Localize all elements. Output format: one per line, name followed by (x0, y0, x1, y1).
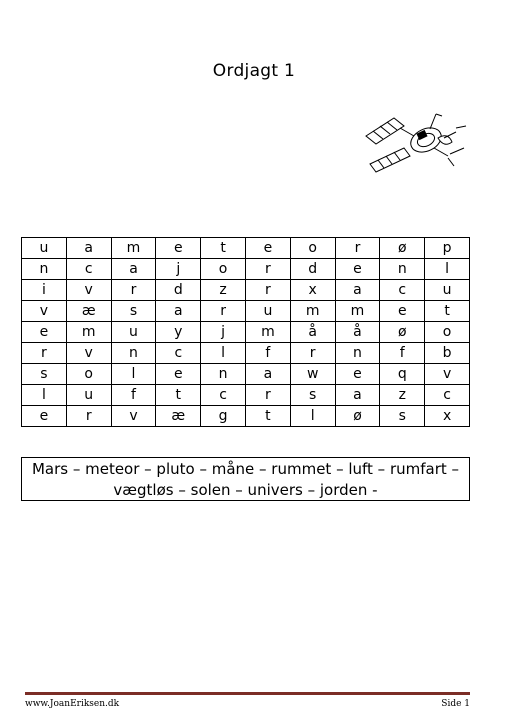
grid-cell: j (201, 322, 246, 343)
grid-cell: s (22, 364, 67, 385)
grid-cell: u (425, 280, 470, 301)
grid-cell: ø (380, 322, 425, 343)
grid-cell: n (335, 343, 380, 364)
grid-cell: r (111, 280, 156, 301)
grid-cell: e (335, 259, 380, 280)
grid-cell: e (156, 238, 201, 259)
grid-cell: r (245, 259, 290, 280)
grid-cell: æ (156, 406, 201, 427)
grid-cell: r (245, 280, 290, 301)
grid-cell: p (425, 238, 470, 259)
grid-cell: c (156, 343, 201, 364)
grid-cell: r (245, 385, 290, 406)
grid-cell: l (201, 343, 246, 364)
grid-cell: e (22, 322, 67, 343)
grid-cell: m (111, 238, 156, 259)
grid-cell: a (335, 385, 380, 406)
grid-cell: z (380, 385, 425, 406)
grid-cell: v (111, 406, 156, 427)
grid-cell: å (335, 322, 380, 343)
grid-cell: v (66, 280, 111, 301)
word-list-line-2: vægtløs – solen – univers – jorden - (113, 481, 378, 499)
grid-cell: l (290, 406, 335, 427)
grid-cell: f (380, 343, 425, 364)
grid-cell: r (201, 301, 246, 322)
grid-row (22, 406, 470, 427)
grid-cell: f (245, 343, 290, 364)
grid-cell: i (22, 280, 67, 301)
grid-cell: r (290, 343, 335, 364)
grid-row (22, 259, 470, 280)
grid-cell: x (425, 406, 470, 427)
grid-row (22, 322, 470, 343)
grid-cell: æ (66, 301, 111, 322)
grid-cell: x (290, 280, 335, 301)
grid-cell: å (290, 322, 335, 343)
grid-cell: a (335, 280, 380, 301)
word-search-grid (21, 237, 470, 427)
grid-cell: l (111, 364, 156, 385)
grid-cell: c (380, 280, 425, 301)
grid-row (22, 280, 470, 301)
grid-cell: y (156, 322, 201, 343)
grid-cell: v (425, 364, 470, 385)
grid-cell: b (425, 343, 470, 364)
grid-cell: u (111, 322, 156, 343)
grid-cell: m (335, 301, 380, 322)
grid-cell: l (22, 385, 67, 406)
grid-cell: m (66, 322, 111, 343)
grid-cell: o (425, 322, 470, 343)
grid-cell: a (156, 301, 201, 322)
grid-cell: j (156, 259, 201, 280)
grid-cell: e (22, 406, 67, 427)
grid-cell: v (22, 301, 67, 322)
grid-cell: e (245, 238, 290, 259)
grid-row (22, 238, 470, 259)
grid-cell: u (245, 301, 290, 322)
grid-cell: v (66, 343, 111, 364)
footer-page-number: Side 1 (441, 699, 470, 709)
grid-cell: a (245, 364, 290, 385)
grid-cell: c (425, 385, 470, 406)
grid-cell: l (425, 259, 470, 280)
grid-cell: s (111, 301, 156, 322)
grid-cell: o (290, 238, 335, 259)
grid-cell: e (156, 364, 201, 385)
grid-cell: n (22, 259, 67, 280)
grid-row (22, 343, 470, 364)
grid-cell: z (201, 280, 246, 301)
grid-cell: t (425, 301, 470, 322)
grid-cell: n (380, 259, 425, 280)
grid-cell: r (66, 406, 111, 427)
grid-cell: c (66, 259, 111, 280)
grid-cell: t (201, 238, 246, 259)
word-list-line-1: Mars – meteor – pluto – måne – rummet – luft – rumfart – (31, 460, 460, 478)
grid-cell: m (290, 301, 335, 322)
grid-cell: f (111, 385, 156, 406)
grid-cell: c (201, 385, 246, 406)
page-title: Ordjagt 1 (212, 61, 296, 81)
grid-cell: u (66, 385, 111, 406)
grid-cell: u (22, 238, 67, 259)
word-list-box (21, 457, 470, 501)
grid-row (22, 301, 470, 322)
grid-cell: o (66, 364, 111, 385)
grid-cell: d (156, 280, 201, 301)
footer-divider (25, 692, 470, 695)
grid-cell: q (380, 364, 425, 385)
grid-cell: ø (380, 238, 425, 259)
grid-cell: r (22, 343, 67, 364)
grid-row (22, 364, 470, 385)
grid-cell: r (335, 238, 380, 259)
grid-cell: a (66, 238, 111, 259)
footer-website: www.JoanEriksen.dk (25, 699, 120, 709)
satellite-icon (364, 108, 468, 176)
grid-cell: t (245, 406, 290, 427)
grid-cell: ø (335, 406, 380, 427)
grid-cell: s (290, 385, 335, 406)
grid-cell: a (111, 259, 156, 280)
grid-cell: n (201, 364, 246, 385)
grid-cell: d (290, 259, 335, 280)
grid-cell: s (380, 406, 425, 427)
grid-cell: o (201, 259, 246, 280)
grid-cell: n (111, 343, 156, 364)
grid-cell: m (245, 322, 290, 343)
grid-cell: e (335, 364, 380, 385)
grid-cell: t (156, 385, 201, 406)
grid-cell: e (380, 301, 425, 322)
grid-cell: w (290, 364, 335, 385)
grid-row (22, 385, 470, 406)
grid-cell: g (201, 406, 246, 427)
